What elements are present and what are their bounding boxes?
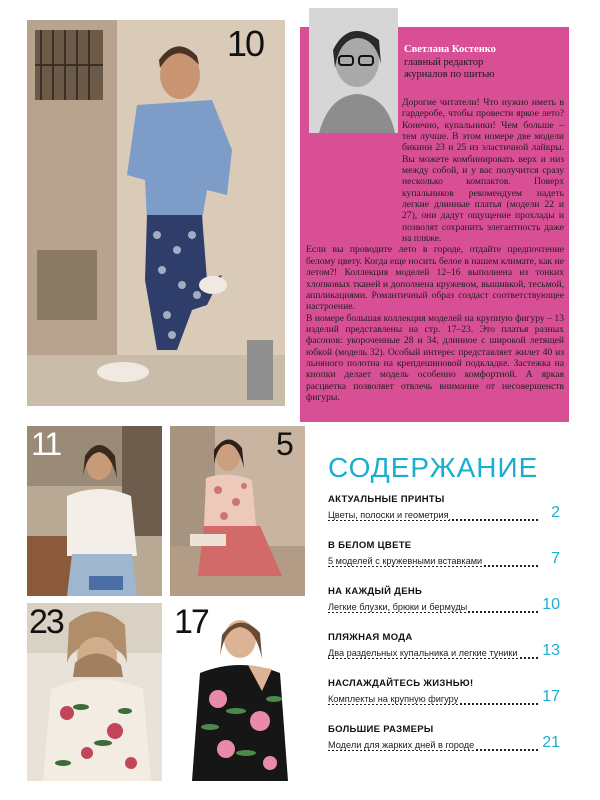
- toc-item-line: [328, 688, 560, 708]
- toc-item-subtitle: Два раздельных купальника и легкие туники: [328, 648, 518, 658]
- toc-item-page: 21: [542, 734, 560, 751]
- toc-item-line: [328, 504, 560, 524]
- editor-role-line-2: журналов по шитью: [404, 69, 495, 80]
- toc-item-heading: АКТУАЛЬНЫЕ ПРИНТЫ: [328, 494, 445, 505]
- toc-item-line: [328, 642, 560, 662]
- photo-number-5: 5: [276, 426, 292, 462]
- toc-item[interactable]: [328, 494, 560, 524]
- toc-item[interactable]: [328, 586, 560, 616]
- photo-model-10-image: [27, 20, 285, 406]
- photo-number-10: 10: [227, 23, 264, 64]
- toc-item-subtitle: 5 моделей с кружевными вставками: [328, 556, 483, 566]
- toc-item-page: 17: [542, 688, 560, 705]
- photo-model-5: [170, 426, 305, 596]
- toc-item-line: [328, 596, 560, 616]
- photo-model-11: [27, 426, 162, 596]
- toc-item-subtitle: Цветы, полоски и геометрия: [328, 510, 449, 520]
- photo-model-23: [27, 603, 162, 781]
- toc-item-page: 7: [551, 550, 560, 567]
- toc-item[interactable]: [328, 678, 560, 708]
- photo-number-23: 23: [29, 603, 63, 641]
- toc-item-line: [328, 550, 560, 570]
- editor-name: Светлана Костенко: [404, 44, 496, 55]
- editor-letter-paragraph: Если вы проводите лето в городе, отдайте предпочтение белому цвету. Когда еще носить белое в нашем климате, как не летом?! Коллекция моделей 12–16 выполнена из тонких хлопковых тканей и дополнена кружевом, вышивкой, тесьмой, аппликациями. Романтичный образ создаст соответствующее настроение.: [306, 244, 564, 313]
- toc-item-heading: В БЕЛОМ ЦВЕТЕ: [328, 540, 412, 551]
- editor-letter-paragraph: Дорогие читатели! Что нужно иметь в гардеробе, чтобы провести яркое лето? Конечно, купальники! Чем больше – тем лучше. В этом номере две модели бикини 23 и 25 из эластичной лайкры. Вы можете комбинировать верх и низ между собой, и у вас получится сразу несколько компактов. Поверх купальников рекомендуем надеть легкие длинные платья (модели 22 и 27), они дадут ощущение прохлады и позволят сохранить элегантность даже на пляже.: [402, 97, 564, 245]
- toc-item-subtitle: Легкие блузки, брюки и бермуды: [328, 602, 468, 612]
- toc-item-heading: НА КАЖДЫЙ ДЕНЬ: [328, 586, 423, 597]
- toc-item[interactable]: [328, 632, 560, 662]
- toc-item[interactable]: [328, 540, 560, 570]
- editor-role: [404, 57, 564, 81]
- toc-item-subtitle: Модели для жарких дней в городе: [328, 740, 475, 750]
- photo-number-17: 17: [174, 603, 208, 641]
- toc-title: СОДЕРЖАНИЕ: [328, 452, 539, 483]
- photo-model-10: [27, 20, 285, 406]
- editor-letter-text: [306, 97, 564, 403]
- toc-item-page: 13: [542, 642, 560, 659]
- toc-item-heading: ПЛЯЖНАЯ МОДА: [328, 632, 413, 643]
- editor-role-line-1: главный редактор: [404, 57, 484, 68]
- toc-item-subtitle: Комплекты на крупную фигуру: [328, 694, 459, 704]
- photo-model-17: [170, 603, 305, 781]
- toc-item-page: 10: [542, 596, 560, 613]
- toc-item-heading: БОЛЬШИЕ РАЗМЕРЫ: [328, 724, 434, 735]
- photo-number-11: 11: [31, 426, 61, 462]
- editor-letter-paragraph: В номере большая коллекция моделей на крупную фигуру – 13 изделий представлены на стр. 17–23. Это платья разных фасонов: укороченные 28 и 34, длинное с широкой летящей юбкой (модель 32). Особый интерес представляет жилет 40 из льняного полотна на крепдешиновой подкладке. Застежка на кнопки делает модель особенно комфортной. А яркая расцветка позволяет отвлечь внимание от несовершенств фигуры.: [306, 312, 564, 403]
- toc-item-line: [328, 734, 560, 754]
- toc-item[interactable]: [328, 724, 560, 754]
- toc-item-page: 2: [551, 504, 560, 521]
- toc-item-heading: НАСЛАЖДАЙТЕСЬ ЖИЗНЬЮ!: [328, 678, 474, 689]
